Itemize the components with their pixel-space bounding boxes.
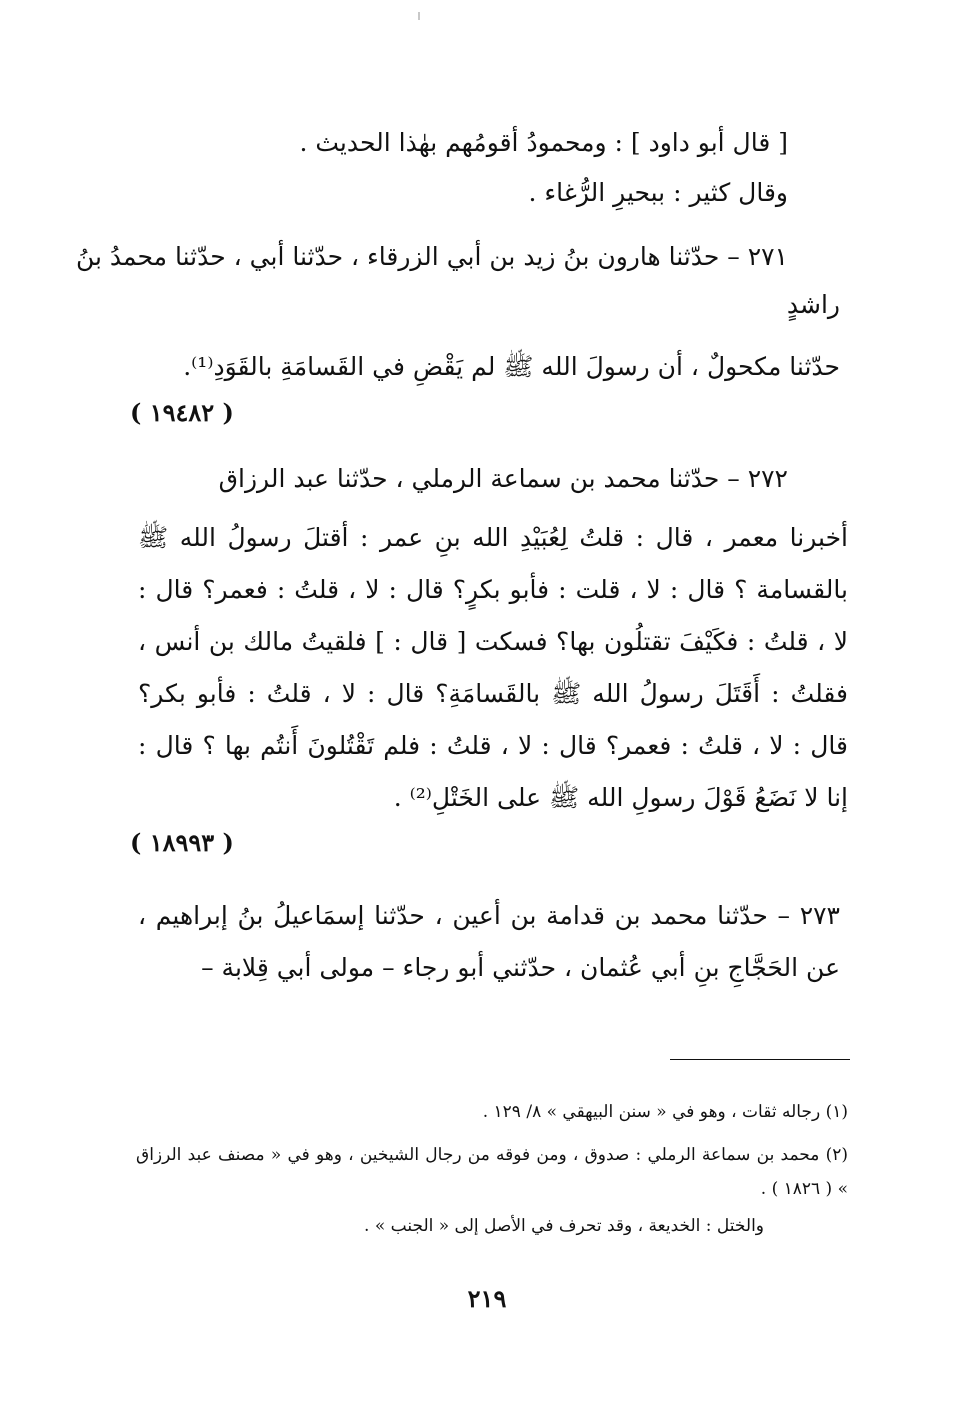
scan-speck: [418, 12, 420, 20]
page-number: ٢١٩: [467, 1284, 507, 1313]
footnote-1: (١) رجاله ثقات ، وهو في « سنن البيهقي » ٨/ ١٢٩ .: [482, 1102, 848, 1122]
hadith-271-chain-end: راشدٍ: [786, 290, 840, 319]
footnote-2-note: والختل : الخديعة ، وقد تحرف في الأصل إلى « الجنب » .: [364, 1216, 764, 1236]
hadith-272-text: أخبرنا معمر ، قال : قلتُ لِعُبَيْدِ الله بنِ عمر : أقتلَ رسولُ الله ﷺ بالقسامة ؟ قال : لا ، قلت : فأبو بكرٍ؟ قال : لا ، قلتُ : فعمر؟ قال : لا ، قلتُ : فكَيْفَ تقتلُون بها؟ فسكت [ قال : ] فلقيتُ مالك بن أنس ، فقلتُ : أَقَتَلَ رسولُ الله ﷺ بالقَسامَةِ؟ قال : لا ، قلتُ : فأبو بكر؟ قال : لا ، قلتُ : فعمر؟ قال : لا ، قلتُ : فلم تَقْتُلونَ أَنتُم بها ؟ قال : إنا لا نَضَعُ قَوْلَ رسولِ الله ﷺ على الخَتْلِ⁽²⁾ .: [138, 523, 848, 812]
hadith-271-text: حدّثنا مكحولٌ ، أن رسولَ الله ﷺ لم يَقْضِ في القَسامَةِ بالقَوَدِ⁽¹⁾.: [183, 352, 840, 381]
abu-dawud-line: [ قال أبو داود ] : ومحمودُ أقومُهم بهٰذا الحديث .: [299, 128, 788, 157]
hadith-272-chain: ٢٧٢ – حدّثنا محمد بن سماعة الرملي ، حدّثنا عبد الرزاق: [218, 464, 788, 493]
hadith-271-chain: ٢٧١ – حدّثنا هارون بنُ زيد بن أبي الزرقاء ، حدّثنا أبي ، حدّثنا محمدُ بنُ: [76, 242, 788, 271]
footnote-2: (٢) محمد بن سماعة الرملي : صدوق ، ومن فوقه من رجال الشيخين ، وهو في « مصنف عبد الرزاق » ( ١٨٢٦ ) .: [136, 1145, 848, 1199]
footnote-separator: [670, 1059, 850, 1060]
kathir-line: وقال كثير : ببحيرِ الرُّغاء .: [528, 178, 788, 207]
hadith-272-reference: ( ١٨٩٩٣ ): [130, 828, 234, 857]
hadith-273-text: ٢٧٣ – حدّثنا محمد بن قدامة بن أعين ، حدّثنا إسمَاعيلُ بنُ إبراهيم ، عن الحَجَّاجِ بنِ أبي عُثمان ، حدّثني أبو رجاء – مولى أبي قِلابة –: [138, 901, 840, 982]
hadith-271-reference: ( ١٩٤٨٢ ): [130, 398, 234, 427]
